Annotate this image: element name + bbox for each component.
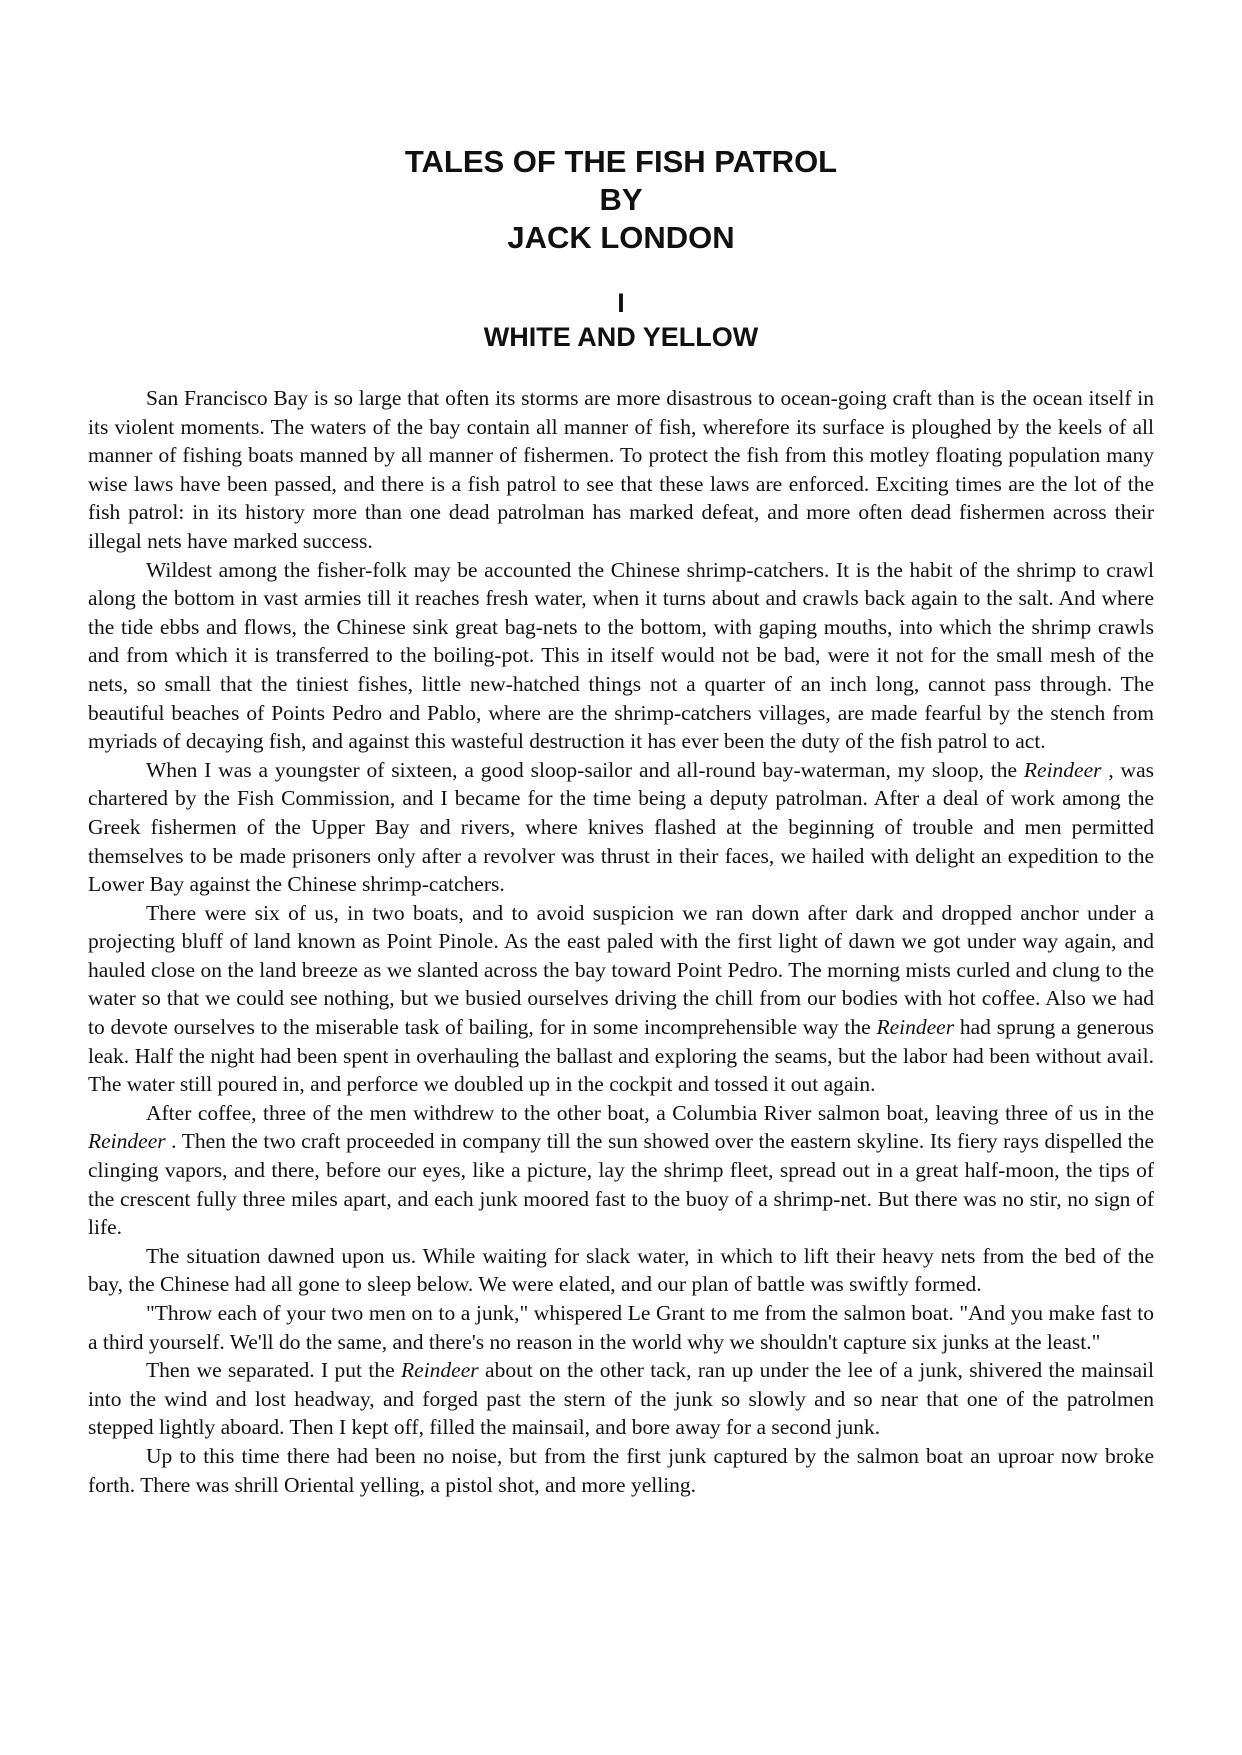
book-title: TALES OF THE FISH PATROL <box>404 144 838 179</box>
paragraph <box>88 1356 1154 1442</box>
paragraph-text: After coffee, three of the men withdrew to the other boat, a Columbia River salmon boat, leaving three of us in the <box>146 1100 1154 1125</box>
book-title-block <box>0 143 1242 257</box>
paragraph-text: San Francisco Bay is so large that often its storms are more disastrous to ocean-going craft than is the ocean itself in its violent moments. The waters of the bay contain all manner of fish, wherefore its surface is ploughed by the keels of all manner of fishing boats manned by all manner of fishermen. To protect the fish from this motley floating population many wise laws have been passed, and there is a fish patrol to see that these laws are enforced. Exciting times are the lot of the fish patrol: in its history more than one dead patrolman has marked defeat, and more often dead fishermen across their illegal nets have marked success. <box>88 386 1154 553</box>
author-name: JACK LONDON <box>507 220 735 255</box>
paragraph-text: Wildest among the fisher-folk may be accounted the Chinese shrimp-catchers. It is the habit of the shrimp to crawl along the bottom in vast armies till it reaches fresh water, when it turns about and crawls back again to the salt. And where the tide ebbs and flows, the Chinese sink great bag-nets to the bottom, with gaping mouths, into which the shrimp crawls and from which it is transferred to the boiling-pot. This in itself would not be bad, were it not for the small mesh of the nets, so small that the tiniest fishes, little new-hatched things not a quarter of an inch long, cannot pass through. The beautiful beaches of Points Pedro and Pablo, where are the shrimp-catchers villages, are made fearful by the stench from myriads of decaying fish, and against this wasteful destruction it has ever been the duty of the fish patrol to act. <box>88 557 1154 754</box>
paragraph <box>88 1099 1154 1242</box>
paragraph-text: , was chartered by the Fish Commission, and I became for the time being a deputy patrolman. After a deal of work among the Greek fishermen of the Upper Bay and rivers, where knives flashed at the beginning of trouble and men permitted themselves to be made prisoners only after a revolver was thrust in their faces, we hailed with delight an expedition to the Lower Bay against the Chinese shrimp-catchers. <box>88 757 1154 897</box>
paragraph <box>88 1242 1154 1299</box>
paragraph-text: "Throw each of your two men on to a junk," whispered Le Grant to me from the salmon boat. "And you make fast to a third yourself. We'll do the same, and there's no reason in the world why we shouldn't capture six junks at the least." <box>88 1301 1154 1354</box>
ship-name: Reindeer <box>401 1358 479 1383</box>
paragraph-text: had sprung a generous leak. Half the night had been spent in overhauling the ballast and exploring the seams, but the labor had been without avail. The water still poured in, and perforce we doubled up in the cockpit and tossed it out again. <box>88 1015 1154 1097</box>
paragraph-text: about on the other tack, ran up under the lee of a junk, shivered the mainsail into the wind and lost headway, and forged past the stern of the junk so slowly and so near that one of the patrolmen stepped lightly aboard. Then I kept off, filled the mainsail, and bore away for a second junk. <box>88 1358 1154 1440</box>
paragraph <box>88 384 1154 556</box>
chapter-body <box>88 384 1154 1499</box>
chapter-title: WHITE AND YELLOW <box>483 322 759 352</box>
paragraph-text: When I was a youngster of sixteen, a good sloop-sailor and all-round bay-waterman, my sloop, the <box>146 757 1024 782</box>
paragraph-text: The situation dawned upon us. While waiting for slack water, in which to lift their heavy nets from the bed of the bay, the Chinese had all gone to sleep below. We were elated, and our plan of battle was swiftly formed. <box>88 1243 1154 1297</box>
chapter-number: I <box>617 288 625 318</box>
paragraph-text: Up to this time there had been no noise, but from the first junk captured by the salmon boat an uproar now broke forth. There was shrill Oriental yelling, a pistol shot, and more yelling. <box>88 1443 1154 1497</box>
ship-name: Reindeer <box>876 1015 955 1040</box>
paragraph <box>88 1299 1154 1356</box>
chapter-heading <box>0 286 1242 354</box>
ship-name: Reindeer <box>88 1129 166 1154</box>
paragraph <box>88 756 1154 899</box>
byline: BY <box>599 182 643 217</box>
paragraph-text: . Then the two craft proceeded in company till the sun showed over the eastern skyline. Its fiery rays dispelled the clinging vapors, and there, before our eyes, like a picture, lay the shrimp fleet, spread out in a great half-moon, the tips of the crescent fully three miles apart, and each junk moored fast to the buoy of a shrimp-net. But there was no stir, no sign of life. <box>88 1129 1154 1240</box>
paragraph <box>88 556 1154 756</box>
paragraph-text: There were six of us, in two boats, and to avoid suspicion we ran down after dark and dropped anchor under a projecting bluff of land known as Point Pinole. As the east paled with the first light of dawn we got under way again, and hauled close on the land breeze as we slanted across the bay toward Point Pedro. The morning mists curled and clung to the water so that we could see nothing, but we busied ourselves driving the chill from our bodies with hot coffee. Also we had to devote ourselves to the miserable task of bailing, for in some incomprehensible way the <box>88 900 1154 1040</box>
paragraph-text: Then we separated. I put the <box>146 1358 402 1383</box>
paragraph <box>88 1442 1154 1499</box>
paragraph <box>88 899 1154 1099</box>
ship-name: Reindeer <box>1023 757 1102 782</box>
